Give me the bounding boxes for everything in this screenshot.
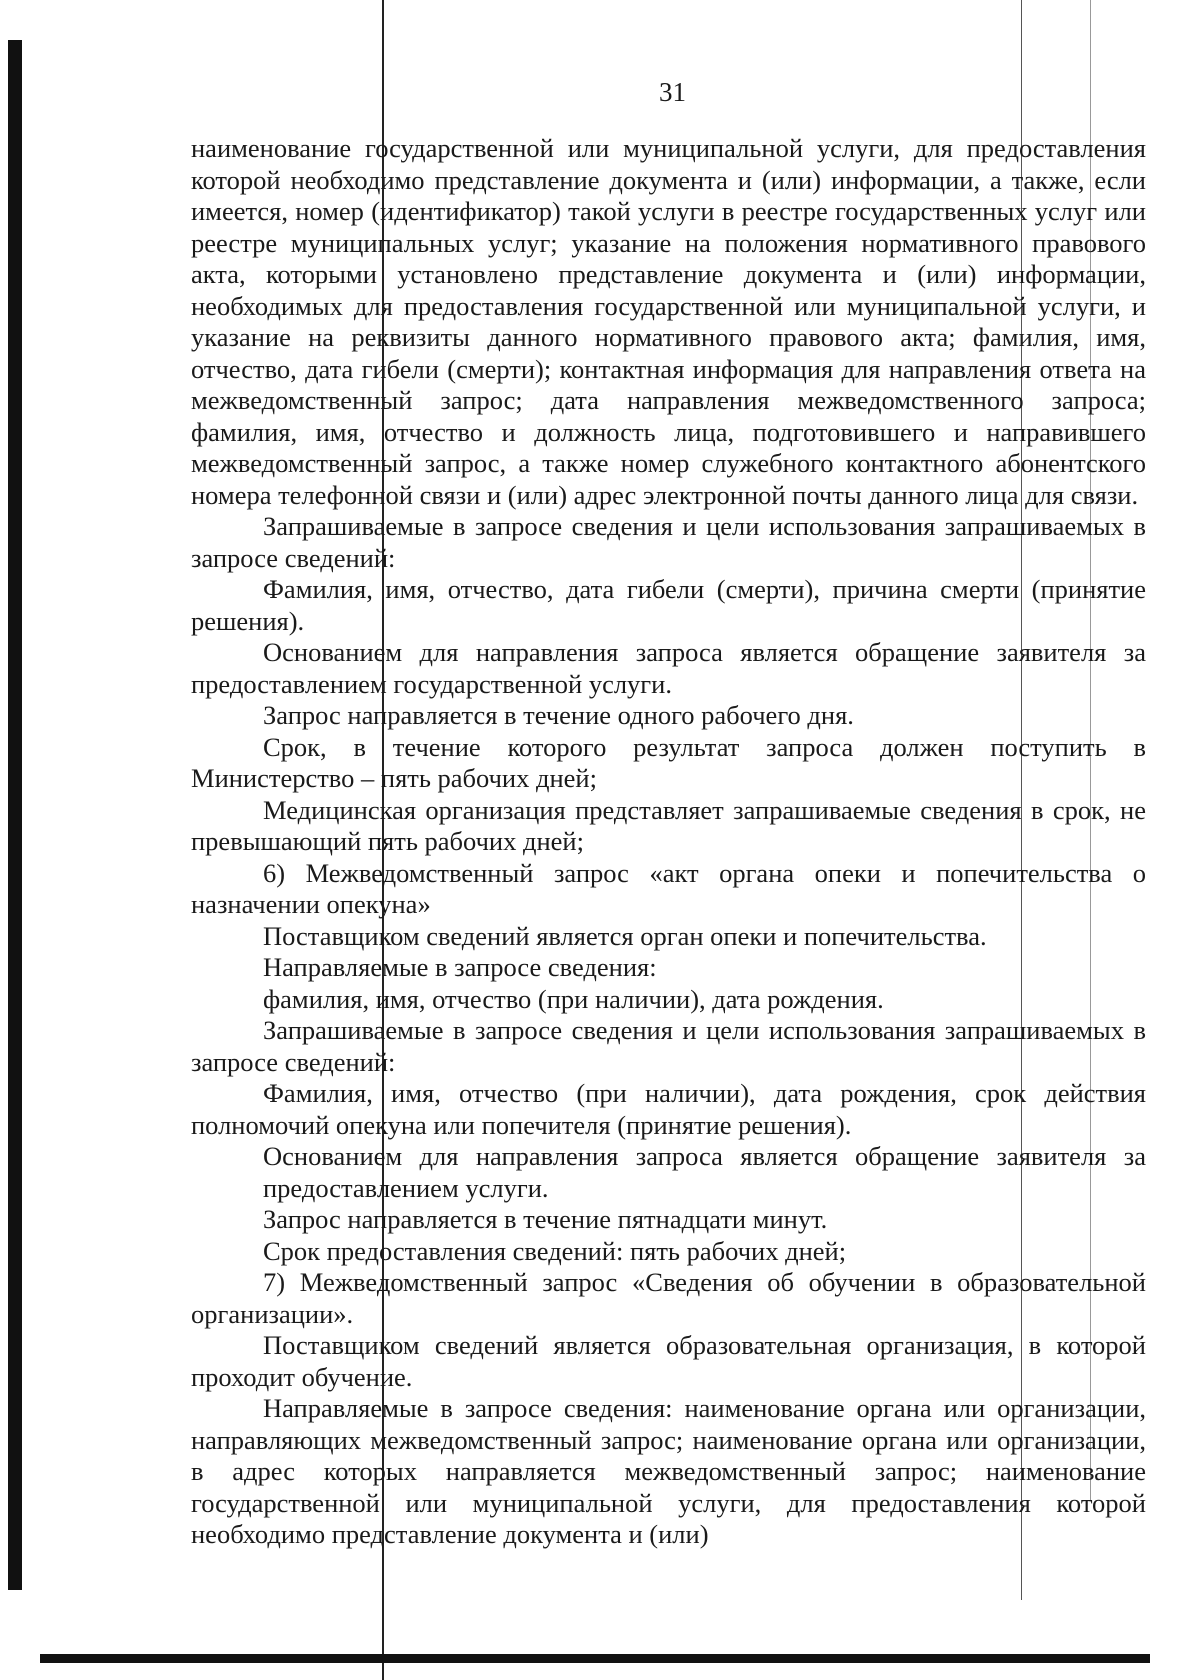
paragraph: наименование государственной или муниципальной услуги, для предоставления которой необходимо представление документа и (или) информации, а также, если имеется, номер (идентификатор) такой услуги в реестре государственных услуг или реестре муниципальных услуг; указание на положения нормативного правового акта, которыми установлено представление документа и (или) информации, необходимых для предоставления государственной или муниципальной услуги, и указание на реквизиты данного нормативного правового акта; фамилия, имя, отчество, дата гибели (смерти); контактная информация для направления ответа на межведомственный запрос; дата направления межведомственного запроса; фамилия, имя, отчество и должность лица, подготовившего и направившего межведомственный запрос, а также номер служебного контактного абонентского номера телефонной связи и (или) адрес электронной почты данного лица для связи. [191, 133, 1146, 510]
paragraph: Направляемые в запросе сведения: наименование органа или организации, направляющих межведомственный запрос; наименование органа или организации, в адрес которых направляется межведомственный запрос; наименование государственной или муниципальной услуги, для предоставления которой необходимо представление документа и (или) [191, 1393, 1146, 1549]
paragraph: Фамилия, имя, отчество, дата гибели (смерти), причина смерти (принятие решения). [191, 574, 1146, 636]
scan-border-bottom [40, 1654, 1150, 1663]
paragraph: 6) Межведомственный запрос «акт органа опеки и попечительства о назначении опекуна» [191, 857, 1146, 919]
paragraph: Запрашиваемые в запросе сведения и цели использования запрашиваемых в запросе сведений: [191, 511, 1146, 573]
paragraph: Запрос направляется в течение пятнадцати минут. [263, 1204, 828, 1234]
paragraph: Срок предоставления сведений: пять рабочих дней; [263, 1235, 847, 1266]
paragraph: Основанием для направления запроса является обращение заявителя за предоставлением государственной услуги. [191, 637, 1146, 699]
paragraph: Поставщиком сведений является орган опеки и попечительства. [263, 920, 987, 951]
paragraph: Срок, в течение которого результат запроса должен поступить в Министерство – пять рабочих дней; [191, 731, 1146, 793]
paragraph: 7) Межведомственный запрос «Сведения об обучении в образовательной организации». [191, 1267, 1146, 1329]
paragraph: Запрос направляется в течение одного рабочего дня. [263, 700, 854, 730]
paragraph: фамилия, имя, отчество (при наличии), дата рождения. [263, 983, 884, 1014]
paragraph: Поставщиком сведений является образовательная организация, в которой проходит обучение. [191, 1330, 1146, 1392]
paragraph: Запрашиваемые в запросе сведения и цели использования запрашиваемых в запросе сведений: [191, 1015, 1146, 1077]
paragraph: Фамилия, имя, отчество (при наличии), дата рождения, срок действия полномочий опекуна или попечителя (принятие решения). [191, 1078, 1146, 1140]
paragraph: Основанием для направления запроса является обращение заявителя за предоставлением услуги. [263, 1141, 1146, 1203]
page-number: 31 [659, 77, 686, 107]
paragraph: Направляемые в запросе сведения: [263, 952, 657, 982]
scan-border-left [8, 40, 22, 1590]
document-body [191, 133, 1146, 1551]
paragraph: Медицинская организация представляет запрашиваемые сведения в срок, не превышающий пять рабочих дней; [191, 794, 1146, 856]
